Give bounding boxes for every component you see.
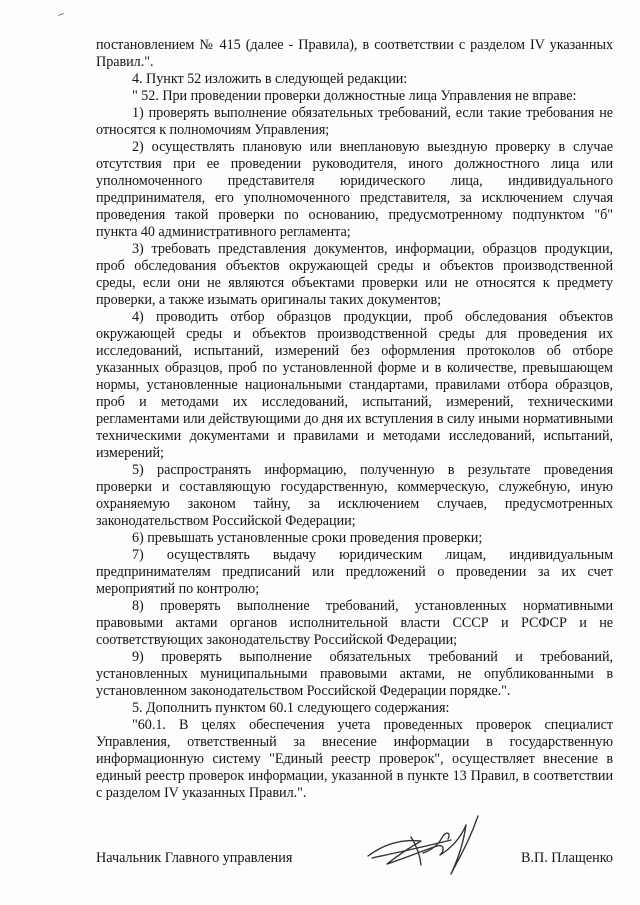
scan-mark [58,13,64,16]
clause-52-item-2: 2) осуществлять плановую или внеплановую выездную проверку в случае отсутствия при ее проведении руководителя, иного должностного лица или уполномоченного представителя юридического лица, индивидуального предпринимателя, его уполномоченного представителя, за исключением случая проведения такой проверки по основанию, предусмотренному подпунктом "б" пункта 40 административного регламента; [96,139,613,240]
clause-52-item-5: 5) распространять информацию, полученную в результате проведения проверки и составляющую государственную, коммерческую, служебную, иную охраняемую законом тайну, за исключением случаев, предусмотренных законодательством Российской Федерации; [96,462,613,529]
clause-52-item-6: 6) превышать установленные сроки проведения проверки; [132,530,483,546]
clause-52-item-4: 4) проводить отбор образцов продукции, проб обследования объектов окружающей среды и объектов производственной среды для проведения их исследований, испытаний, измерений без оформления протоколов об отборе указанных образцов, проб по установленной форме и в количестве, превышающем нормы, установленные национальными стандартами, правилами отбора образцов, проб и методами их исследований, испытаний, измерений, техническими регламентами или действующими до дня их вступления в силу иными нормативными техническими документами и правилами и методами исследований, испытаний, измерений; [96,309,613,461]
amendment-item-4: 4. Пункт 52 изложить в следующей редакции: [132,71,408,87]
continuation-paragraph: постановлением № 415 (далее - Правила), в соответствии с разделом IV указанных Правил.". [96,37,613,70]
clause-52-heading: " 52. При проведении проверки должностные лица Управления не вправе: [132,88,577,104]
signer-name: В.П. Плащенко [520,850,613,866]
clause-52-item-9: 9) проверять выполнение обязательных требований и требований, установленных муниципальными правовыми актами, не опубликованными в установленном законодательством Российской Федерации порядке.". [96,649,613,699]
document-body [96,37,613,802]
clause-52-item-7: 7) осуществлять выдачу юридическим лицам, индивидуальным предпринимателям предписаний или предложений о проведении за их счет мероприятий по контролю; [96,547,613,597]
signature-block [96,850,613,872]
clause-52-item-8: 8) проверять выполнение требований, установленных нормативными правовыми актами органов исполнительной власти СССР и РСФСР и не соответствующих законодательству Российской Федерации; [96,598,613,648]
clause-52-item-3: 3) требовать представления документов, информации, образцов продукции, проб обследования объектов окружающей среды и объектов производственной среды, если они не являются объектами проверки или не относятся к предмету проверки, а также изымать оригиналы таких документов; [96,241,613,308]
clause-52-item-1: 1) проверять выполнение обязательных требований, если такие требования не относятся к полномочиям Управления; [96,105,613,138]
clause-60-1-text: "60.1. В целях обеспечения учета проведенных проверок специалист Управления, ответственный за внесение информации в государственную информационную систему "Единый реестр проверок", осуществляет внесение в единый реестр проверок информации, указанной в пункте 13 Правил, в соответствии с разделом IV указанных Правил.". [96,717,613,801]
amendment-item-5: 5. Дополнить пунктом 60.1 следующего содержания: [132,700,450,716]
signer-title: Начальник Главного управления [96,850,293,866]
